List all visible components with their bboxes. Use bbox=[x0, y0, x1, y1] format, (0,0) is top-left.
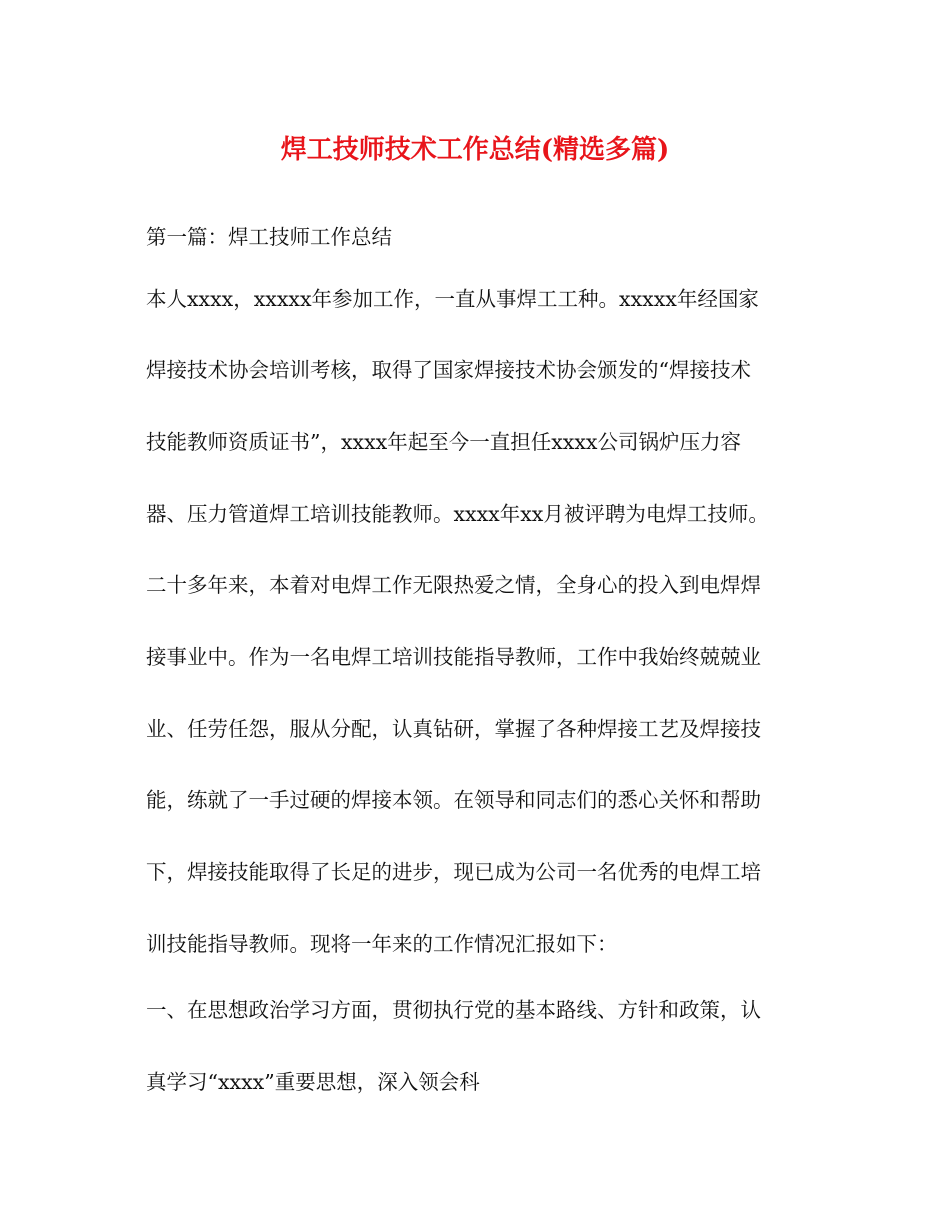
section-heading: 第一篇：焊工技师工作总结 bbox=[146, 225, 392, 249]
paragraph-line: 本人xxxx，xxxxx年参加工作，一直从事焊工工种。xxxxx年经国家 bbox=[146, 287, 759, 311]
paragraph-line: 能，练就了一手过硬的焊接本领。在领导和同志们的悉心关怀和帮助 bbox=[146, 788, 761, 812]
paragraph-line: 下，焊接技能取得了长足的进步，现已成为公司一名优秀的电焊工培 bbox=[146, 860, 761, 884]
paragraph-line: 焊接技术协会培训考核，取得了国家焊接技术协会颁发的“焊接技术 bbox=[146, 358, 751, 382]
paragraph-line: 真学习“xxxx”重要思想，深入领会科 bbox=[146, 1070, 480, 1094]
paragraph-line: 接事业中。作为一名电焊工培训技能指导教师，工作中我始终兢兢业 bbox=[146, 645, 761, 669]
paragraph-line: 训技能指导教师。现将一年来的工作情况汇报如下： bbox=[146, 932, 618, 956]
paragraph-line: 一、在思想政治学习方面，贯彻执行党的基本路线、方针和政策，认 bbox=[146, 998, 761, 1022]
paragraph-line: 二十多年来，本着对电焊工作无限热爱之情，全身心的投入到电焊焊 bbox=[146, 573, 761, 597]
paragraph-line: 业、任劳任怨，服从分配，认真钻研，掌握了各种焊接工艺及焊接技 bbox=[146, 717, 761, 741]
paragraph-line: 技能教师资质证书”，xxxx年起至今一直担任xxxx公司锅炉压力容 bbox=[146, 430, 741, 454]
paragraph-line: 器、压力管道焊工培训技能教师。xxxx年xx月被评聘为电焊工技师。 bbox=[146, 502, 769, 526]
document-title: 焊工技师技术工作总结(精选多篇) bbox=[280, 135, 670, 165]
